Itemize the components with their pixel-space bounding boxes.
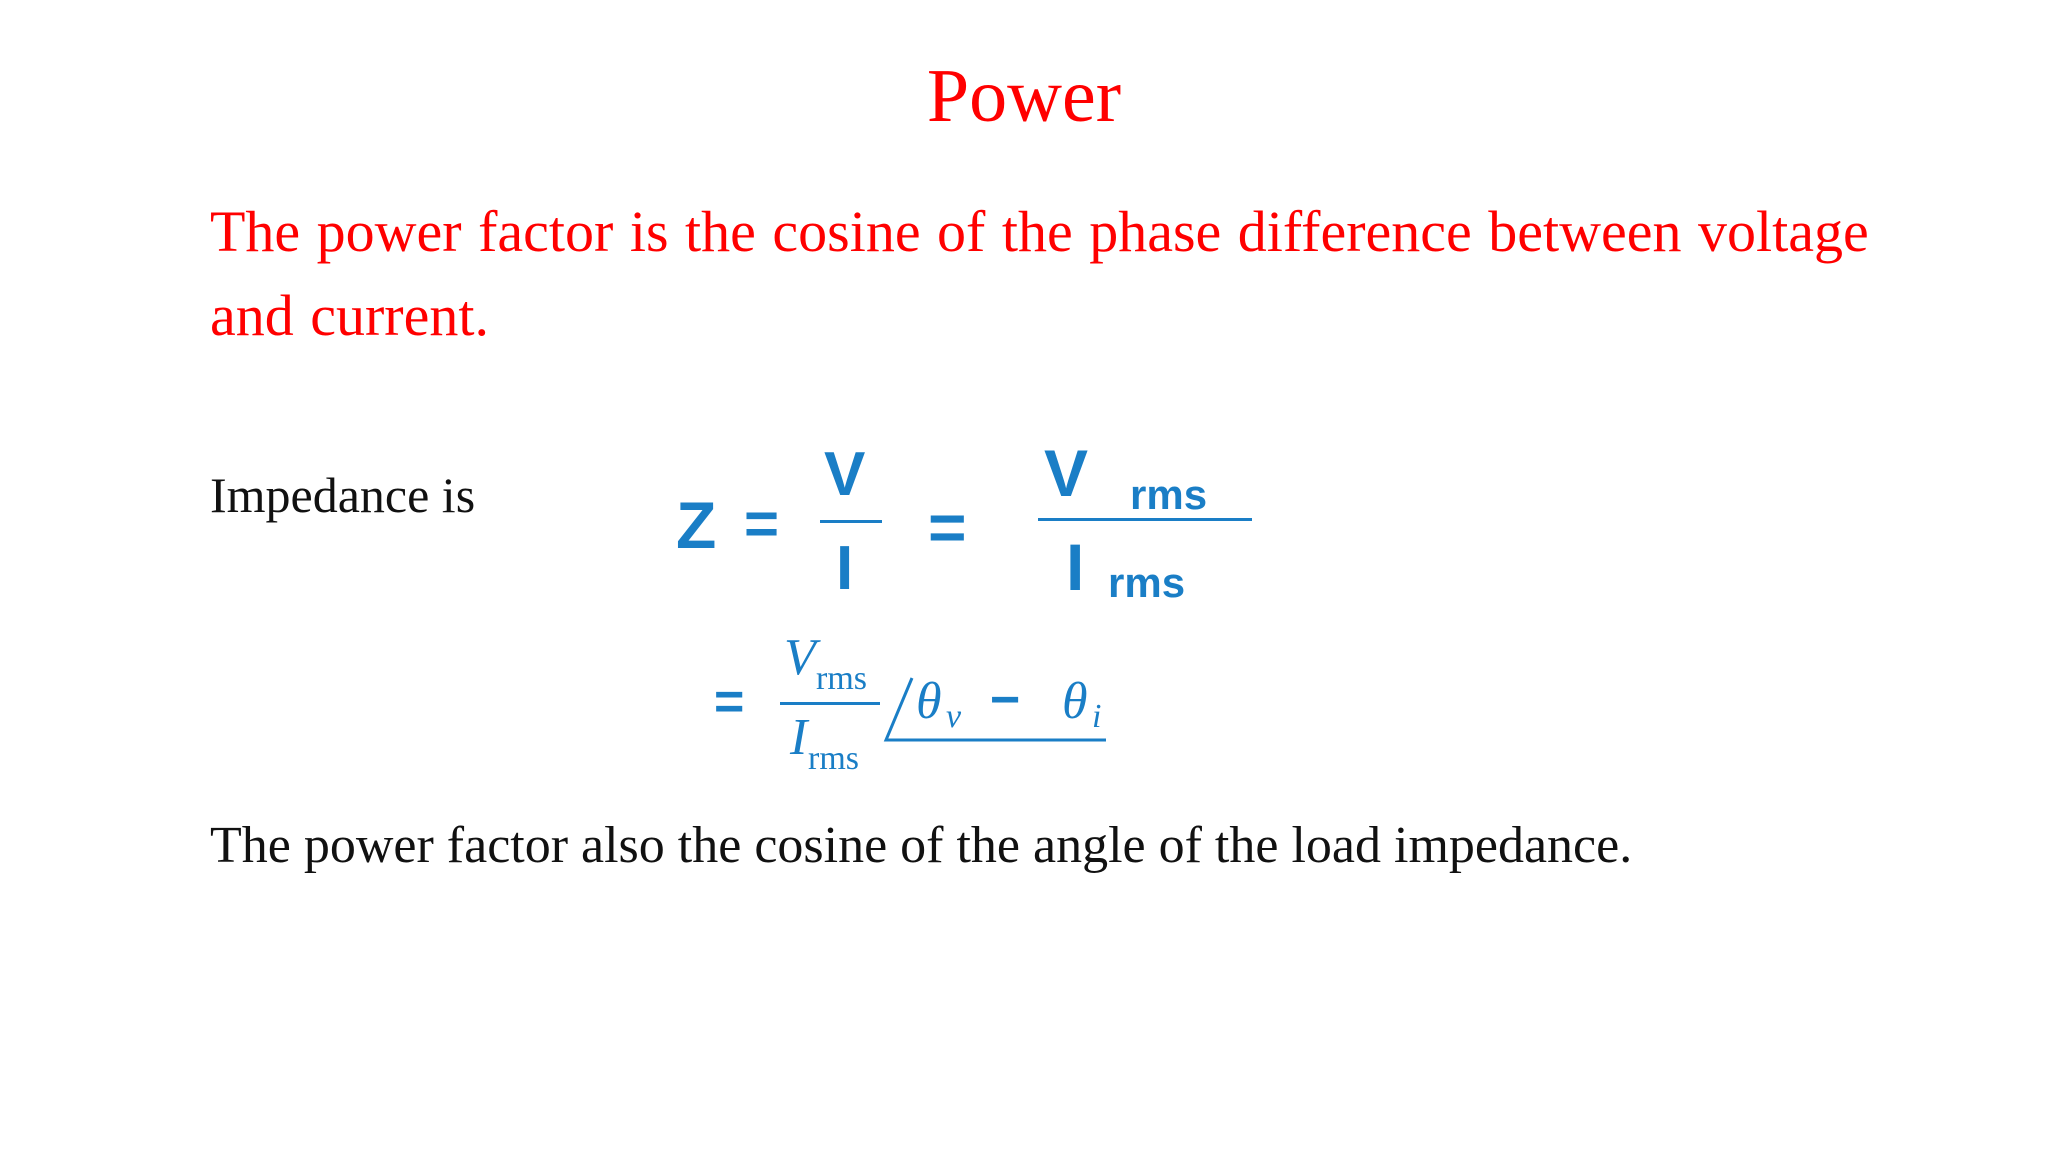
eq-vrms-sub: rms xyxy=(1130,471,1208,518)
power-factor-statement: The power factor is the cosine of the phase difference between voltage and current. xyxy=(210,199,1869,348)
eq2-theta-i: θ xyxy=(1062,673,1088,730)
slide-title: Power xyxy=(926,54,1122,138)
eq-fraction-bar-1 xyxy=(820,520,882,523)
eq2-irms-sub: rms xyxy=(808,740,859,777)
eq-v-numerator: V xyxy=(824,440,866,509)
eq2-irms-base: I xyxy=(790,709,808,766)
eq-irms-base: I xyxy=(1066,530,1085,604)
eq-fraction-bar-2 xyxy=(1038,518,1252,521)
eq2-vrms-base: V xyxy=(784,629,816,686)
eq-z: Z xyxy=(676,488,717,562)
closing-statement: The power factor also the cosine of the angle of the load impedance. xyxy=(210,817,1633,874)
eq2-fraction-bar xyxy=(780,702,880,705)
eq-equals-3: = xyxy=(714,673,745,731)
impedance-label: Impedance is xyxy=(210,467,476,523)
eq2-sub-v: v xyxy=(946,698,962,735)
eq2-sub-i: i xyxy=(1092,698,1102,735)
eq2-theta-v: θ xyxy=(916,673,942,730)
eq-equals-2: = xyxy=(928,490,967,564)
eq-equals-1: = xyxy=(744,490,780,557)
eq2-minus: − xyxy=(990,671,1021,729)
eq-irms-sub: rms xyxy=(1108,559,1186,606)
eq2-vrms-sub: rms xyxy=(816,660,867,697)
eq-i-denominator: I xyxy=(836,534,854,603)
eq-vrms-base: V xyxy=(1044,436,1089,510)
